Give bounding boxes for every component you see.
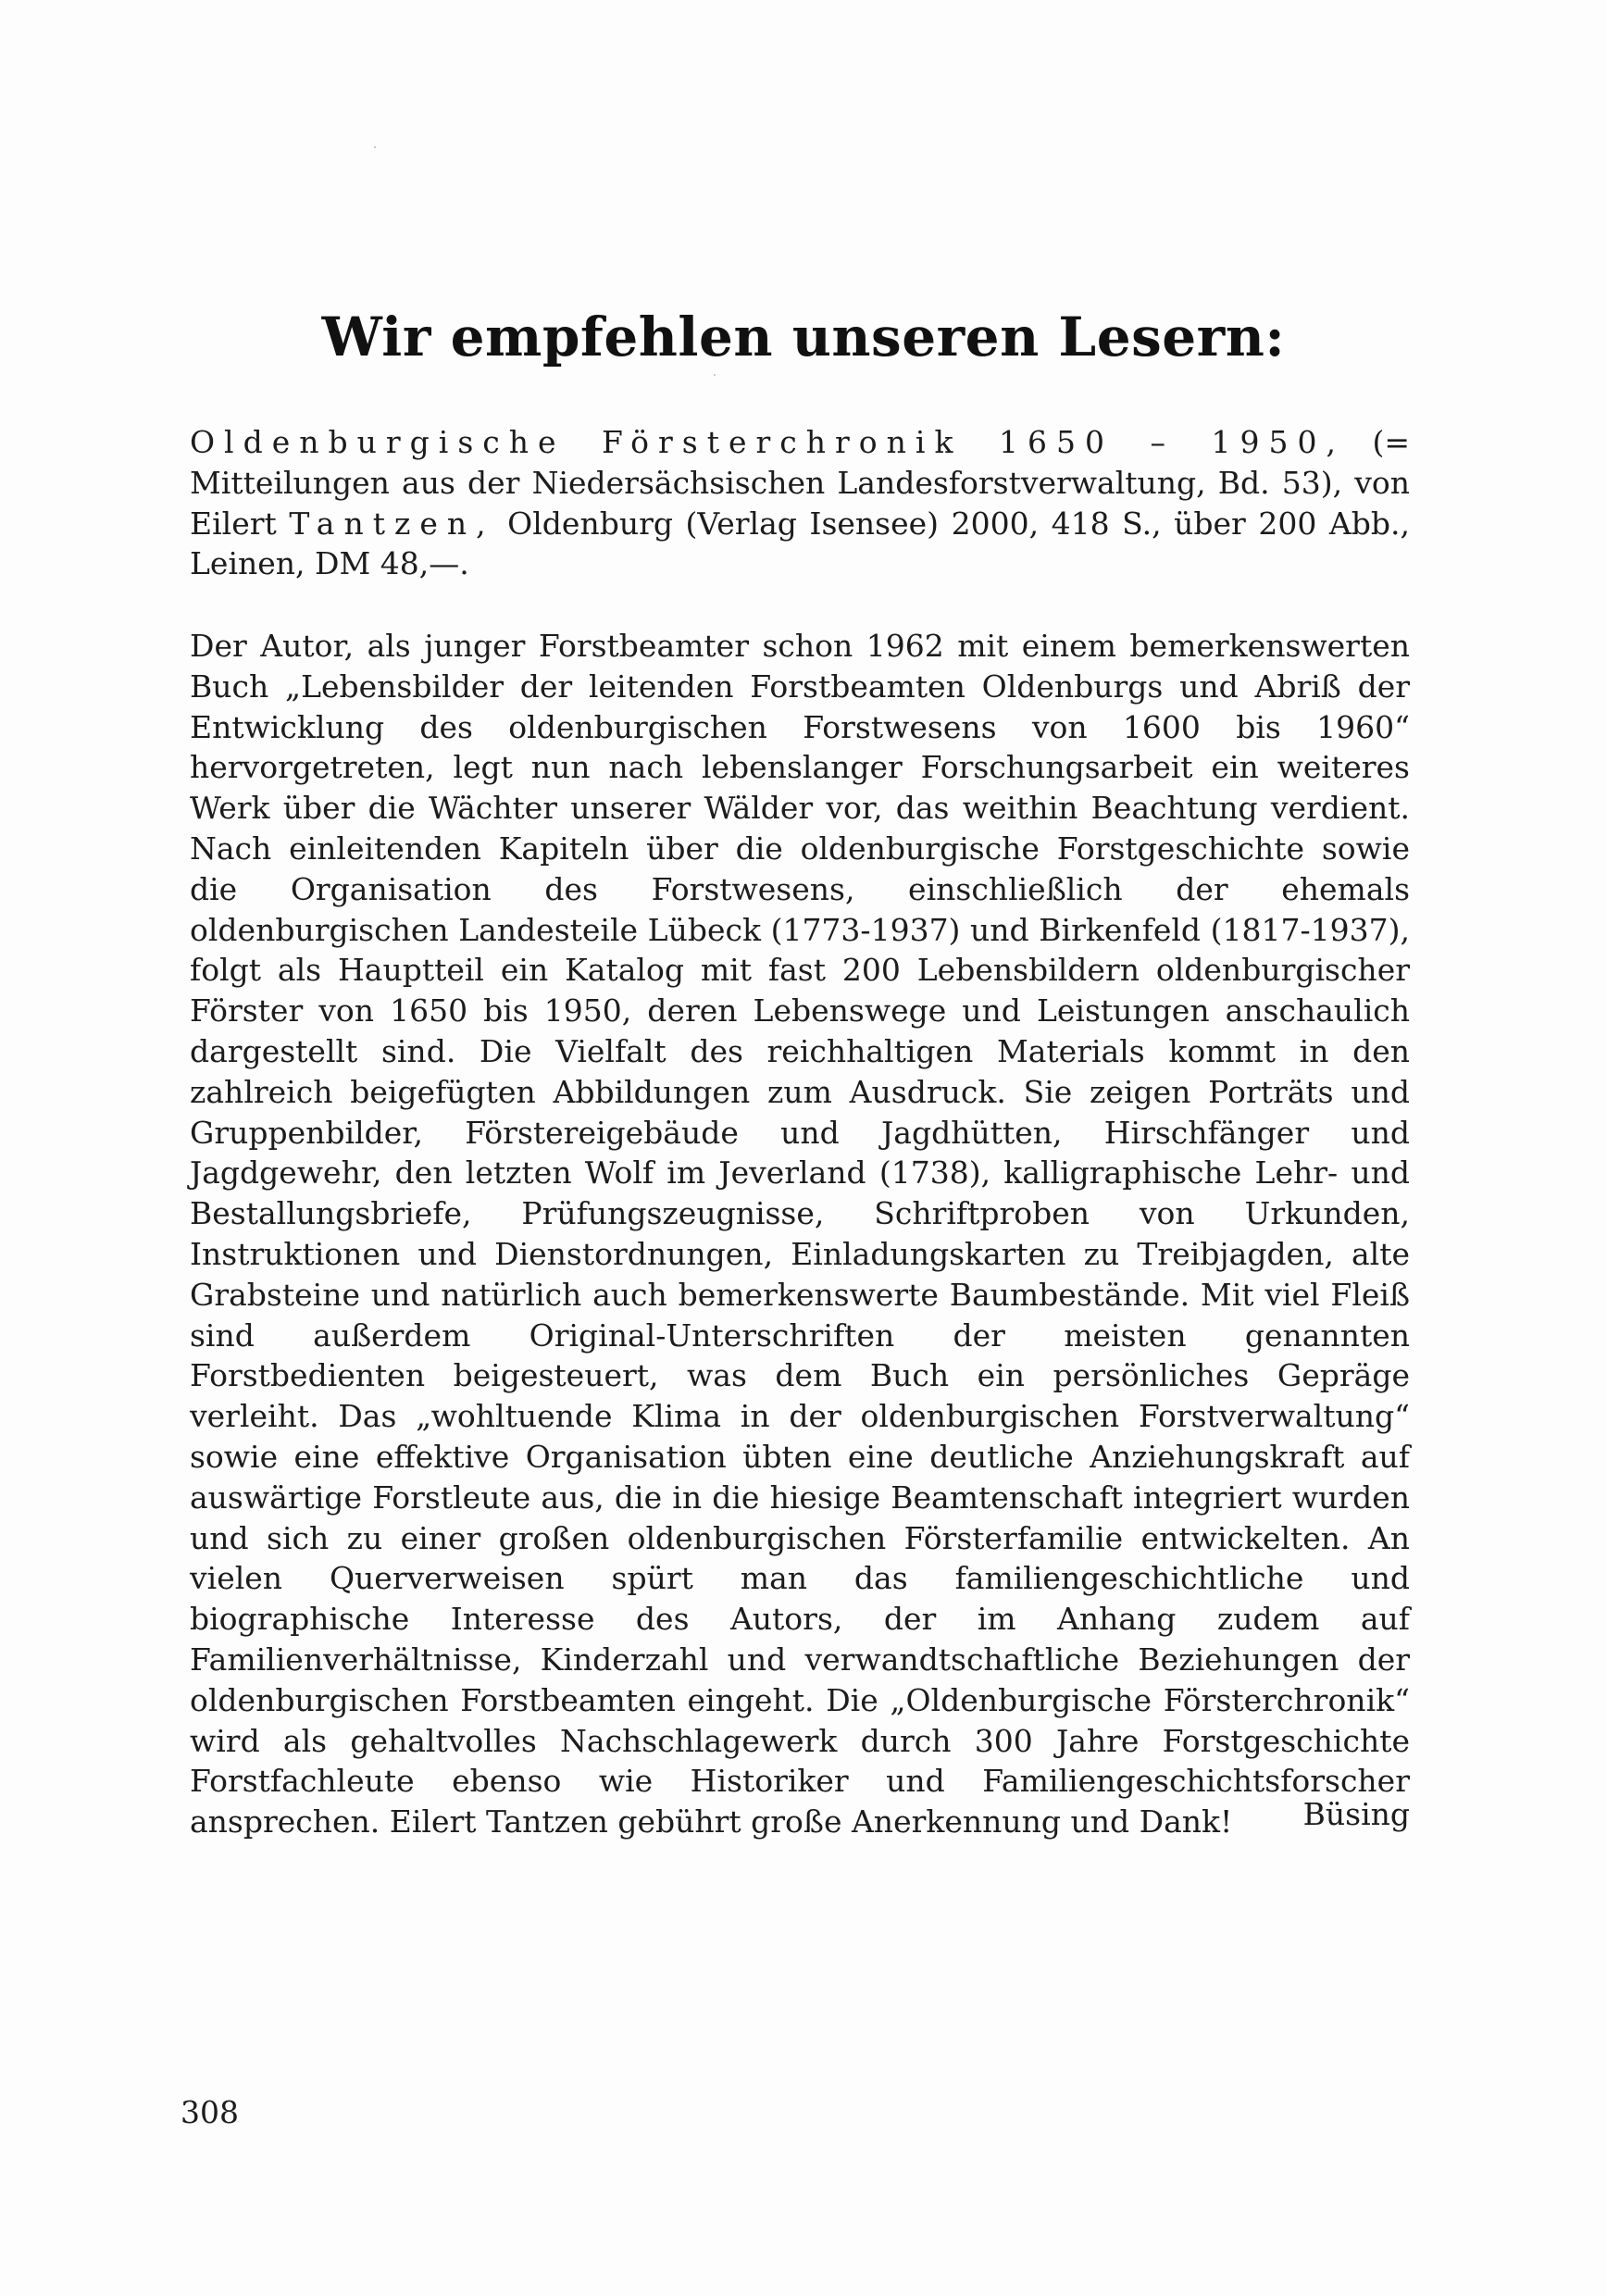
book-title: Oldenburgische Försterchronik 1650 – 1950, [190, 424, 1345, 460]
page-heading: Wir empfehlen unseren Lesern: [321, 305, 1286, 368]
publication-details: Oldenburg (Verlag Isensee) 2000, 418 S., über 200 Abb., Leinen, DM 48,—. [190, 505, 1410, 582]
review-paragraph: Der Autor, als junger Forstbeamter schon 1962 mit einem bemerkenswerten Buch „Lebensbilder der leitenden Forstbeamten Oldenburgs und Abriß der Entwicklung des oldenburgischen Forstwesens von 1600 bis 1960“ hervorgetreten, legt nun nach lebenslanger Forschungsarbeit ein weiteres Werk über die Wächter unserer Wälder vor, das weithin Beachtung verdient. Nach einleitenden Kapiteln über die oldenburgische Forstgeschichte sowie die Organisation des Forstwesens, einschließlich der ehemals oldenburgischen Landesteile Lübeck (1773-1937) und Birkenfeld (1817-1937), folgt als Hauptteil ein Katalog mit fast 200 Lebensbildern oldenburgischer Förster von 1650 bis 1950, deren Lebenswege und Leistungen anschaulich dargestellt sind. Die Vielfalt des reichhaltigen Materials kommt in den zahlreich beigefügten Abbildungen zum Ausdruck. Sie zeigen Porträts und Gruppenbilder, Förstereigebäude und Jagdhütten, Hirschfänger und Jagdgewehr, den letzten Wolf im Jeverland (1738), kalligraphische Lehr- und Bestallungsbriefe, Prüfungszeugnisse, Schriftproben von Urkunden, Instruktionen und Dienstordnungen, Einladungskarten zu Treibjagden, alte Grabsteine und natürlich auch bemerkenswerte Baumbestände. Mit viel Fleiß sind außerdem Original-Unterschriften der meisten genannten Forstbedienten beigesteuert, was dem Buch ein persönliches Gepräge verleiht. Das „wohltuende Klima in der oldenburgischen Forstverwaltung“ sowie eine effektive Organisation übten eine deutliche Anziehungskraft auf auswärtige Forstleute aus, die in die hiesige Beamtenschaft integriert wurden und sich zu einer großen oldenburgischen Försterfamilie entwickelten. An vielen Querverweisen spürt man das familiengeschichtliche und biographische Interesse des Autors, der im Anhang zudem auf Familienverhältnisse, Kinderzahl und verwandtschaftliche Beziehungen der oldenburgischen Forstbeamten eingeht. Die „Oldenburgische Försterchronik“ wird als gehaltvolles Nachschlagewerk durch 300 Jahre Forstgeschichte Forstfachleute ebenso wie Historiker und Familiengeschichtsforscher ansprechen. Eilert Tantzen gebührt große Anerkennung und Dank! [190, 628, 1410, 1841]
scan-speck [714, 374, 716, 376]
scan-speck [374, 146, 376, 148]
page-number: 308 [181, 2094, 239, 2130]
bibliography-series: (= Mitteilungen aus der Niedersächsischen Landesforstverwaltung, Bd. 53), von Eilert [190, 424, 1410, 542]
bibliography-entry [190, 422, 1410, 584]
reviewer-signature: Büsing [1302, 1796, 1410, 1832]
author-name: Tantzen, [289, 505, 495, 542]
